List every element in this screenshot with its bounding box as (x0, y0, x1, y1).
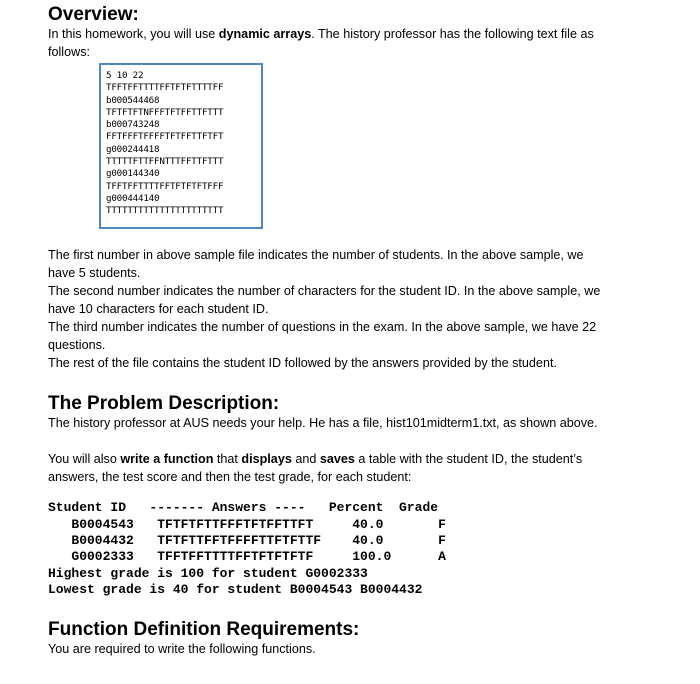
highest-grade-line: Highest grade is 100 for student G0002333 (48, 566, 368, 581)
file-sample-box (99, 63, 263, 229)
file-sample-line: TFTFTFTNFFFTFTFFTTFTTT (106, 106, 224, 118)
explanation-line-2: have 5 students. (48, 266, 141, 280)
file-sample-line: g000244418 (106, 143, 160, 155)
file-sample-line: 5 10 22 (106, 70, 144, 81)
explanation-line-6: questions. (48, 338, 106, 352)
functions-line-1: You are required to write the following functions. (48, 642, 316, 656)
intro-text-suffix: . The history professor has the following text file as (311, 27, 594, 41)
problem-bold-displays: displays (241, 452, 292, 466)
file-sample-line: TFFTFFTTTTFFTFTFTFTFFF (106, 180, 224, 192)
overview-heading: Overview: (48, 4, 139, 25)
file-sample-line: TTTTTTTTTTTTTTTTTTTTTT (106, 205, 224, 217)
overview-intro-line-2: follows: (48, 45, 90, 59)
problem-text: a table with the student ID, the student’s (354, 452, 583, 466)
problem-bold-write-function: write a function (120, 452, 214, 466)
problem-text: that (213, 452, 242, 466)
problem-line-3: answers, the test score and then the test grade, for each student: (48, 470, 412, 484)
problem-heading: The Problem Description: (48, 393, 280, 414)
file-sample-line: b000544468 (106, 94, 160, 106)
results-table-row: B0004543 TFTFTFTTFFFTFTFFTTFT 40.0 F (48, 517, 446, 532)
overview-intro-line-1 (48, 25, 648, 43)
explanation-line-4: have 10 characters for each student ID. (48, 302, 269, 316)
file-sample-line: TFFTFFTTTTFFTFTFTTTTFF (106, 82, 224, 94)
file-sample-line: b000743248 (106, 119, 160, 131)
intro-text: In this homework, you will use (48, 27, 219, 41)
file-sample-line: g000444140 (106, 192, 160, 204)
intro-bold-text: dynamic arrays (218, 27, 312, 41)
file-sample-line: TTTTTFTTFFNTTTFFTTFTTT (106, 156, 224, 168)
problem-text: and (291, 452, 320, 466)
explanation-line-7: The rest of the file contains the student ID followed by the answers provided by the student. (48, 356, 557, 370)
problem-line-1: The history professor at AUS needs your help. He has a file, hist101midterm1.txt, as shown above. (48, 416, 598, 430)
results-table-row: B0004432 TFTFTTFFTFFFFTTFTFTTF 40.0 F (48, 533, 446, 548)
explanation-line-5: The third number indicates the number of questions in the exam. In the above sample, we have 22 (48, 320, 597, 334)
problem-text: You will also (48, 452, 121, 466)
lowest-grade-line: Lowest grade is 40 for student B0004543 B0004432 (48, 582, 423, 597)
results-table-row: G0002333 TFFTFFTTTTFFTFTFTFTF 100.0 A (48, 549, 446, 564)
explanation-line-3: The second number indicates the number of characters for the student ID. In the above sample, we (48, 284, 601, 298)
file-sample-line: FFTFFFTFFFFTFTFFTTFTFT (106, 131, 224, 143)
explanation-line-1: The first number in above sample file indicates the number of students. In the above sample, we (48, 248, 584, 262)
problem-line-2 (48, 450, 648, 468)
results-table-header: Student ID ------- Answers ---- Percent Grade (48, 500, 439, 515)
problem-bold-saves: saves (319, 452, 355, 466)
functions-heading: Function Definition Requirements: (48, 619, 360, 640)
file-sample-lines (106, 70, 223, 218)
file-sample-line: g000144340 (106, 168, 160, 180)
